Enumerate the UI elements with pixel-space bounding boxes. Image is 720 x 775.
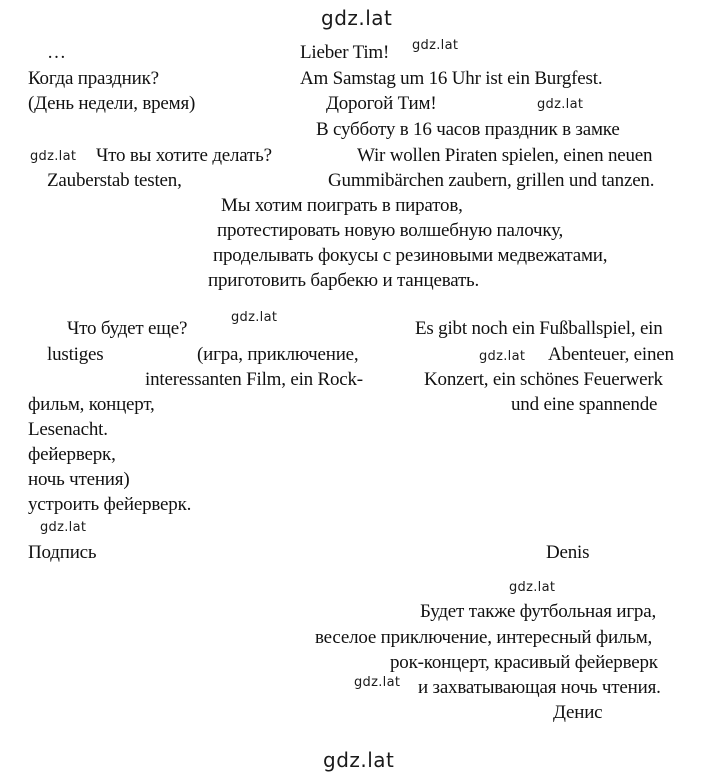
text-line-ru: Мы хотим поиграть в пиратов, bbox=[221, 195, 463, 216]
watermark: gdz.lat bbox=[412, 38, 459, 53]
hint-day-time: (День недели, время) bbox=[28, 93, 196, 114]
greeting-ru: Дорогой Тим! bbox=[326, 93, 437, 114]
watermark: gdz.lat bbox=[537, 97, 584, 112]
text-line-de: Wir wollen Piraten spielen, einen neuen bbox=[357, 145, 653, 166]
text-line-ru: приготовить барбекю и танцевать. bbox=[208, 270, 480, 291]
watermark: gdz.lat bbox=[231, 310, 278, 325]
watermark: gdz.lat bbox=[40, 520, 87, 535]
watermark: gdz.lat bbox=[354, 675, 401, 690]
text-line-de: Es gibt noch ein Fußballspiel, ein bbox=[415, 318, 663, 339]
text-line-de: und eine spannende bbox=[511, 394, 658, 415]
text-line-de: Gummibärchen zaubern, grillen und tanzen. bbox=[328, 170, 655, 191]
text-line-de: Konzert, ein schönes Feuerwerk bbox=[424, 369, 663, 390]
question-what-else: Что будет еще? bbox=[67, 318, 188, 339]
text-line-de: Abenteuer, einen bbox=[548, 344, 674, 365]
watermark-bottom: gdz.lat bbox=[323, 748, 395, 772]
question-when: Когда праздник? bbox=[28, 68, 159, 89]
hint-examples: фильм, концерт, bbox=[28, 394, 155, 415]
text-line-de: Am Samstag um 16 Uhr ist ein Burgfest. bbox=[300, 68, 603, 89]
text-line-ru: Будет также футбольная игра, bbox=[420, 601, 656, 622]
text-line-de: interessanten Film, ein Rock- bbox=[145, 369, 363, 390]
hint-examples: (игра, приключение, bbox=[197, 344, 359, 365]
watermark: gdz.lat bbox=[479, 349, 526, 364]
watermark: gdz.lat bbox=[30, 149, 77, 164]
watermark: gdz.lat bbox=[509, 580, 556, 595]
signature-label: Подпись bbox=[28, 542, 97, 563]
question-what: Что вы хотите делать? bbox=[96, 145, 272, 166]
hint-examples: фейерверк, bbox=[28, 444, 116, 465]
signature-de: Denis bbox=[546, 542, 590, 563]
signature-ru: Денис bbox=[553, 702, 603, 723]
text-line-ru: устроить фейерверк. bbox=[28, 494, 192, 515]
text-line-ru: веселое приключение, интересный фильм, bbox=[315, 627, 653, 648]
greeting-de: Lieber Tim! bbox=[300, 42, 390, 63]
text-line-de: Zauberstab testen, bbox=[47, 170, 182, 191]
text-line-ru: и захватывающая ночь чтения. bbox=[418, 677, 661, 698]
text-line-ru: протестировать новую волшебную палочку, bbox=[217, 220, 564, 241]
ellipsis-line: … bbox=[47, 42, 66, 63]
text-line-ru: проделывать фокусы с резиновыми медвежатами, bbox=[213, 245, 608, 266]
text-line-de: Lesenacht. bbox=[28, 419, 108, 440]
text-line-ru: В субботу в 16 часов праздник в замке bbox=[316, 119, 620, 140]
text-line-de: lustiges bbox=[47, 344, 104, 365]
hint-examples: ночь чтения) bbox=[28, 469, 130, 490]
text-line-ru: рок-концерт, красивый фейерверк bbox=[390, 652, 658, 673]
watermark-top: gdz.lat bbox=[321, 6, 393, 30]
